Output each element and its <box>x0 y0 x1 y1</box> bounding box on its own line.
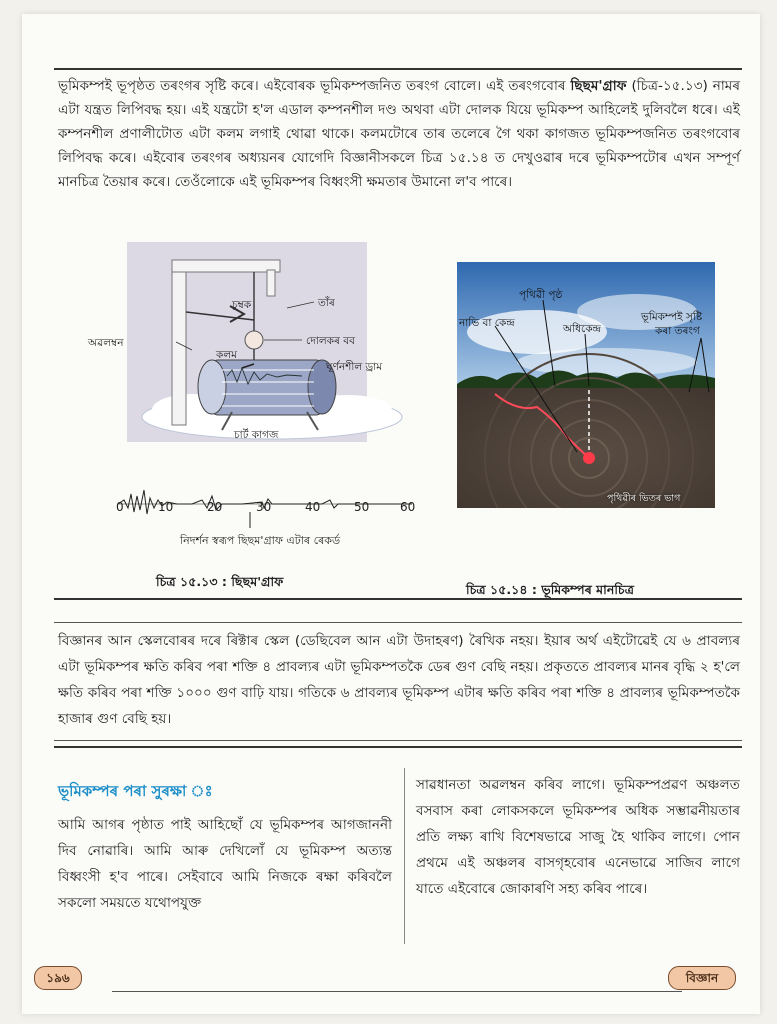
record-caption: নিদৰ্শন স্বৰূপ ছিছম'গ্ৰাফ এটাৰ ৰেকৰ্ড <box>180 534 341 547</box>
label-pendulum-bob: দোলকৰ বব <box>306 335 355 347</box>
subject-tag: বিজ্ঞান <box>668 966 736 990</box>
label-waves-line2: কৰা তৰংগ <box>655 325 700 337</box>
axis-tick: 50 <box>354 500 370 514</box>
label-epicentre: অধিকেন্দ্ৰ <box>563 323 602 335</box>
label-wire: তাঁৰ <box>318 297 335 309</box>
label-pen: কলম <box>216 349 237 361</box>
box-bottom-rule <box>54 740 742 741</box>
page-number: ১৯৬ <box>34 966 82 990</box>
axis-tick: 60 <box>400 500 416 514</box>
column-divider <box>404 768 405 944</box>
label-earth-interior: পৃথিৱীৰ ভিতৰ ভাগ <box>607 493 681 504</box>
textbook-page <box>22 14 760 1014</box>
label-drum: ঘূৰ্ণনশীল ড্ৰাম <box>326 361 383 373</box>
label-magnet: চুম্বক <box>232 299 252 311</box>
label-waves-line1: ভূমিকম্পই সৃষ্টি <box>641 311 703 323</box>
axis-tick: 40 <box>305 500 321 514</box>
richter-box-paragraph: বিজ্ঞানৰ আন স্কেলবোৰৰ দৰে ৰিক্টাৰ স্কেল (ডেছিবেল আন এটা উদাহৰণ) ৰৈখিক নহয়। ইয়াৰ অৰ্থ এইটোৱেই যে ৬ প্ৰাবল্যৰ এটা ভূমিকম্পৰ ক্ষতি কৰিব পৰা শক্তি ৪ প্ৰাবল্যৰ এটা ভূমিকম্পতকৈ ডেৰ গুণ বেছি নহয়। প্ৰকৃততে প্ৰাবল্যৰ মানৰ বৃদ্ধি ২ হ'লে ক্ষতি কৰিব পৰা শক্তি ১০০০ গুণ বাঢ়ি যায়। গতিকে ৬ প্ৰাবল্যৰ ভূমিকম্প এটাৰ ক্ষতি কৰিব পৰা শক্তি ৪ প্ৰাবল্যৰ ভূমিকম্পতকৈ হাজাৰ গুণ বেছি হয়। <box>58 633 740 727</box>
axis-tick: 30 <box>256 500 272 514</box>
label-focus: নাভি বা কেন্দ্ৰ <box>459 317 515 329</box>
protection-heading: ভূমিকম্পৰ পৰা সুৰক্ষা ঃ <box>58 782 213 800</box>
top-rule <box>54 68 742 70</box>
axis-tick: 20 <box>207 500 223 514</box>
label-surface: পৃথিৱী পৃষ্ঠ <box>519 289 563 301</box>
intro-paragraph <box>58 74 740 194</box>
figure-caption-left: চিত্ৰ ১৫.১৩ : ছিছম'গ্ৰাফ <box>156 574 284 589</box>
figure-seismograph <box>82 242 416 572</box>
protection-left-column: আমি আগৰ পৃষ্ঠাত পাই আহিছোঁ যে ভূমিকম্পৰ আগজাননী দিব নোৱাৰি। আমি আৰু দেখিলোঁ যে ভূমিকম্প অত্যন্ত বিধ্বংসী হ'ব পাৰে। সেইবাবে আমি নিজকে ৰক্ষা কৰিবলৈ সকলো সময়তে যথোপযুক্ত <box>58 817 392 911</box>
seismograph-term: ছিছম'গ্ৰাফ <box>570 78 627 94</box>
record-axis <box>82 500 416 516</box>
box-top-rule-2 <box>54 622 742 623</box>
label-support: অৱলম্বন <box>88 337 124 349</box>
axis-tick: 0 <box>116 500 124 514</box>
box-top-rule <box>54 598 742 600</box>
axis-tick: 10 <box>158 500 174 514</box>
figure-earthquake-map <box>457 262 715 508</box>
footer-rule <box>112 991 682 992</box>
box-bottom-rule-2 <box>54 746 742 748</box>
intro-text-1: ভূমিকম্পই ভূপৃষ্ঠত তৰংগৰ সৃষ্টি কৰে। এইবোৰক ভূমিকম্পজনিত তৰংগ বোলে। এই তৰংগবোৰ <box>58 78 571 94</box>
earthquake-illustration <box>457 262 715 508</box>
figure-caption-right: চিত্ৰ ১৫.১৪ : ভূমিকম্পৰ মানচিত্ৰ <box>466 582 634 597</box>
intro-text-2: (চিত্ৰ-১৫.১৩) নামৰ এটা যন্ত্ৰত লিপিবদ্ধ হয়। এই যন্ত্ৰটো হ'ল এডাল কম্পনশীল দণ্ড অথবা এটা দোলক যিয়ে ভূমিকম্প আহিলেই দুলিবলৈ ধৰে। এই কম্পনশীল প্ৰণালীটোত এটা কলম লগাই থোৱা থাকে। কলমটোৰে তাৰ তলেৰে গৈ থকা কাগজত ভূমিকম্পজনিত তৰংগবোৰ লিপিবদ্ধ কৰে। এইবোৰ তৰংগৰ অধ্যয়নৰ যোগেদি বিজ্ঞানীসকলে চিত্ৰ ১৫.১৪ ত দেখুওৱাৰ দৰে ভূমিকম্পটোৰ এখন সম্পূৰ্ণ মানচিত্ৰ তৈয়াৰ কৰে। তেওঁলোকে এই ভূমিকম্পৰ বিধ্বংসী ক্ষমতাৰ উমানো ল'ব পাৰে। <box>58 78 740 190</box>
protection-right-column: সাৱধানতা অৱলম্বন কৰিব লাগে। ভূমিকম্পপ্ৰৱণ অঞ্চলত বসবাস কৰা লোকসকলে ভূমিকম্পৰ অধিক সম্ভাৱনীয়তাৰ প্ৰতি লক্ষ্য ৰাখি বিশেষভাৱে সাজু হৈ থাকিব লাগে। পোন প্ৰথমে এই অঞ্চলৰ বাসগৃহবোৰ এনেভাৱে সাজিব লাগে যাতে এইবোৰে জোকাৰণি সহ্য কৰিব পাৰে। <box>416 777 740 897</box>
label-chart-paper: চাৰ্ট কাগজ <box>234 429 279 441</box>
